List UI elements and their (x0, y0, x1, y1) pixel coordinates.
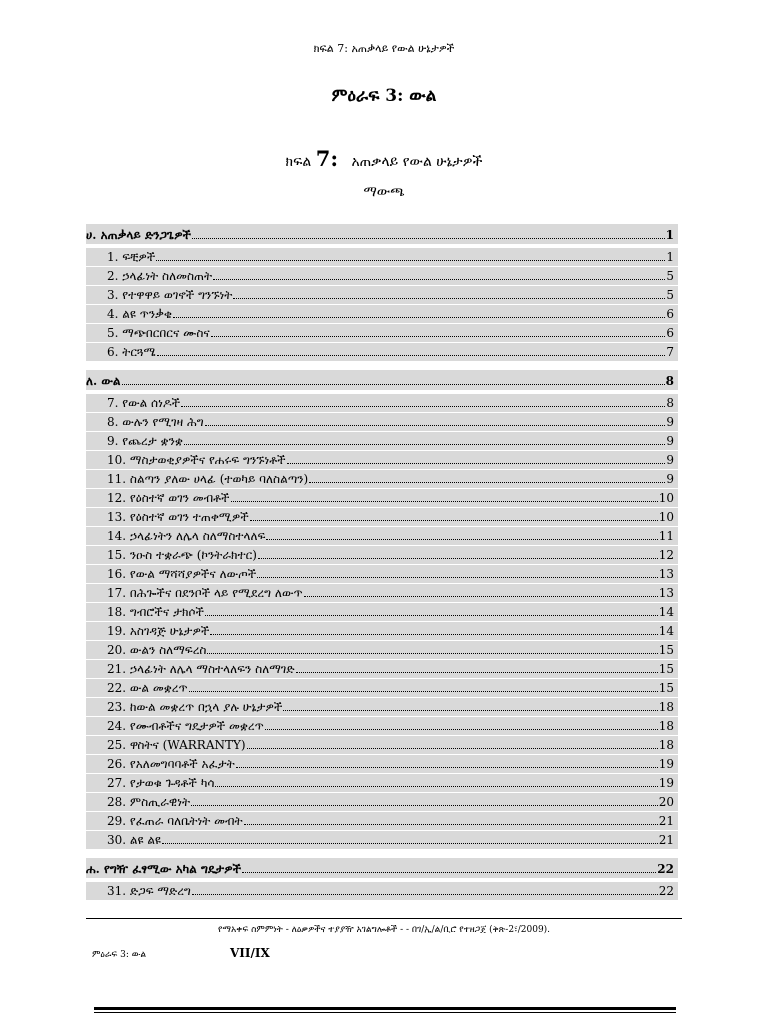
toc-item-row (86, 831, 678, 849)
section-prefix: ክፍል (285, 154, 312, 170)
toc-entry-label: 25. ዋስትና (WARRANTY) (107, 738, 246, 752)
toc-entry-label: 20. ውልን ስለማፍረስ (107, 643, 207, 657)
toc-part-row (86, 224, 678, 244)
toc-leader-dots (207, 653, 657, 654)
toc-item-row (86, 812, 678, 830)
toc-entry-label: 9. የጨረታ ቋንቋ (107, 434, 183, 448)
toc-entry-label: 14. ኃላፊነትን ለሌላ ስለማስተላለፍ (107, 529, 266, 543)
toc-entry-label: 26. የአለመግባባቶች አፈታት (107, 757, 235, 771)
toc-entry-label: 18. ግብሮችና ታክሶች (107, 605, 204, 619)
toc-entry-page: 5 (666, 288, 674, 302)
toc-entry-label: 22. ውል መቋረጥ (107, 681, 188, 695)
section-name: አጠቃላይ የውል ሁኔታዎች (351, 154, 483, 170)
toc-leader-dots (205, 425, 666, 426)
toc-item-row (86, 267, 678, 285)
toc-entry-label: ሀ. አጠቃላይ ድንጋጌዎች (86, 228, 192, 242)
toc-leader-dots (191, 805, 658, 806)
toc-item-row (86, 793, 678, 811)
toc-leader-dots (173, 317, 665, 318)
toc-item-row (86, 248, 678, 266)
toc-item-row (86, 451, 678, 469)
toc-item-row (86, 660, 678, 678)
toc-leader-dots (211, 336, 666, 337)
toc-entry-label: 17. በሕጐችና በደንቦች ላይ የሚደረግ ለውጥ (107, 586, 303, 600)
toc-item-row (86, 305, 678, 323)
toc-part-row (86, 370, 678, 390)
toc-entry-page: 10 (658, 510, 674, 524)
toc-entry-page: 18 (658, 719, 674, 733)
toc-item-row (86, 755, 678, 773)
toc-entry-label: 3. የተዋዋይ ወገኖች ግንኙነት (107, 288, 233, 302)
toc-entry-page: 8 (665, 374, 674, 388)
toc-entry-label: 10. ማስታወቂያዎችና የሐሩፍ ግንኙነቶች (107, 453, 286, 467)
toc-item-row (86, 432, 678, 450)
toc-entry-label: 24. የሙብቶችና ግዴታዎች መቋረጥ (107, 719, 264, 733)
footer-chapter: ምዕራፍ 3: ውል (92, 950, 147, 960)
toc-entry-label: 2. ኃላፊነት ስለመስጠት (107, 269, 213, 283)
toc-item-row (86, 679, 678, 697)
toc-leader-dots (181, 406, 665, 407)
toc-entry-page: 22 (658, 884, 674, 898)
toc-entry-label: 4. ልዩ ጥንቃቄ (107, 307, 172, 321)
toc-entry-page: 15 (658, 681, 674, 695)
toc-leader-dots (266, 539, 657, 540)
toc-item-row (86, 508, 678, 526)
toc-leader-dots (157, 355, 666, 356)
toc-entry-page: 18 (658, 700, 674, 714)
toc-entry-label: 29. የፈጠራ ባለቤትነት መብት (107, 814, 243, 828)
toc-entry-label: 7. የውል ሰነዶች (107, 396, 181, 410)
toc-entry-label: 5. ማጭበርበርና ሙስና (107, 326, 210, 340)
toc-entry-label: 16. የውል ማሻሻያዎችና ለውጦች (107, 567, 257, 581)
toc-entry-label: 19. አስገዳጅ ሁኔታዎች (107, 624, 210, 638)
toc-leader-dots (236, 767, 658, 768)
footer-rule (86, 918, 682, 919)
toc-entry-label: 23. ከውል መቋረጥ በኋላ ያሉ ሁኔታዎች (107, 700, 283, 714)
toc-item-row (86, 698, 678, 716)
toc-entry-page: 5 (666, 269, 674, 283)
toc-leader-dots (189, 691, 658, 692)
toc-leader-dots (304, 596, 658, 597)
toc-item-row (86, 565, 678, 583)
toc-entry-page: 22 (657, 862, 674, 876)
toc-entry-page: 12 (658, 548, 674, 562)
toc-leader-dots (283, 710, 657, 711)
toc-entry-page: 19 (658, 757, 674, 771)
toc-entry-label: 27. የታወቁ ጉዳቶች ካሳ (107, 776, 215, 790)
toc-entry-page: 19 (658, 776, 674, 790)
toc-entry-label: ሐ. የግዥ ፈፃሚው አካል ግዴታዎች (86, 862, 242, 876)
toc-item-row (86, 622, 678, 640)
toc-entry-page: 6 (666, 326, 674, 340)
toc-item-row (86, 717, 678, 735)
toc-entry-label: 15. ንዑስ ተቋራጭ (ኮንትራክተር) (107, 548, 257, 562)
toc-entry-label: 6. ትርጓሜ (107, 345, 156, 359)
toc-item-row (86, 489, 678, 507)
toc-entry-page: 10 (658, 491, 674, 505)
toc-leader-dots (309, 482, 665, 483)
toc-leader-dots (184, 444, 665, 445)
toc-entry-label: 1. ፍቺዎች (107, 250, 156, 264)
toc-item-row (86, 286, 678, 304)
toc-leader-dots (215, 786, 657, 787)
toc-entry-label: 28. ምስጢራዊነት (107, 795, 191, 809)
toc-entry-label: 8. ውሉን የሚገዛ ሕግ (107, 415, 204, 429)
toc-entry-page: 20 (658, 795, 674, 809)
chapter-title: ምዕራፍ 3: ውል (331, 86, 437, 106)
footer-note: የማአቀፍ ስምምነት - ለዕቃዎችና ተያያዥ አገልግሎቶች - - በገ/ኢ/ል/ቢሮ የተዘጋጀ (ቅጽ-2፣/2009). (217, 925, 551, 935)
toc-leader-dots (250, 520, 658, 521)
toc-leader-dots (210, 634, 657, 635)
toc-item-row (86, 413, 678, 431)
toc-item-row (86, 394, 678, 412)
toc-leader-dots (242, 872, 656, 873)
toc-item-row (86, 641, 678, 659)
bottom-rule-thin (94, 1012, 676, 1013)
toc-leader-dots (213, 279, 665, 280)
toc-leader-dots (233, 298, 665, 299)
toc-entry-page: 15 (658, 643, 674, 657)
bottom-rule (94, 1007, 676, 1010)
toc-heading: ማውጫ (363, 184, 405, 200)
toc-entry-page: 9 (666, 434, 674, 448)
toc-leader-dots (122, 384, 665, 385)
toc-item-row (86, 774, 678, 792)
toc-leader-dots (244, 824, 658, 825)
toc-leader-dots (287, 463, 666, 464)
toc-item-row (86, 343, 678, 361)
toc-entry-page: 13 (658, 586, 674, 600)
toc-entry-page: 14 (658, 624, 674, 638)
toc-entry-page: 1 (665, 228, 674, 242)
toc-leader-dots (162, 843, 658, 844)
toc-entry-page: 13 (658, 567, 674, 581)
toc-entry-label: 30. ልዩ ልዩ (107, 833, 161, 847)
toc-item-row (86, 584, 678, 602)
toc-entry-label: ለ. ውል (86, 374, 121, 388)
toc-entry-page: 21 (658, 833, 674, 847)
toc-leader-dots (296, 672, 658, 673)
toc-entry-page: 15 (658, 662, 674, 676)
toc-item-row (86, 882, 678, 900)
toc-entry-page: 7 (666, 345, 674, 359)
toc-item-row (86, 603, 678, 621)
toc-item-row (86, 736, 678, 754)
toc-entry-label: 13. የዕስተኛ ወገን ተጠቀሚዎች (107, 510, 249, 524)
section-title (0, 146, 768, 171)
toc-entry-label: 21. ኃላፊነት ለሌላ ማስተላለፍን ስለማገድ (107, 662, 295, 676)
toc-leader-dots (258, 558, 658, 559)
toc-leader-dots (192, 238, 665, 239)
toc-entry-page: 14 (658, 605, 674, 619)
toc-entry-label: 11. ስልጣን ያለው ሀላፊ (ተወካይ ባለስልጣን) (107, 472, 309, 486)
toc-leader-dots (247, 748, 658, 749)
toc-leader-dots (192, 894, 658, 895)
toc-entry-page: 9 (666, 453, 674, 467)
footer-page-number: VII/IX (230, 946, 270, 960)
toc-entry-page: 18 (658, 738, 674, 752)
toc-entry-page: 8 (666, 396, 674, 410)
toc-part-row (86, 858, 678, 878)
toc-entry-page: 21 (658, 814, 674, 828)
toc-entry-label: 12. የዕስተኛ ወገን መብቶች (107, 491, 230, 505)
toc-entry-page: 1 (666, 250, 674, 264)
toc-entry-page: 6 (666, 307, 674, 321)
toc-leader-dots (265, 729, 658, 730)
toc-leader-dots (156, 260, 665, 261)
toc-leader-dots (231, 501, 658, 502)
toc-entry-page: 9 (666, 415, 674, 429)
section-number: 7: (315, 146, 339, 171)
toc-leader-dots (205, 615, 658, 616)
toc-entry-label: 31. ድጋፍ ማድረግ (107, 884, 191, 898)
toc-item-row (86, 527, 678, 545)
toc-entry-page: 9 (666, 472, 674, 486)
running-head: ክፍል 7: አጠቃላይ የውል ሁኔታዎች (313, 42, 455, 55)
toc-item-row (86, 324, 678, 342)
toc-leader-dots (257, 577, 657, 578)
toc-item-row (86, 470, 678, 488)
toc-item-row (86, 546, 678, 564)
toc-entry-page: 11 (658, 529, 674, 543)
